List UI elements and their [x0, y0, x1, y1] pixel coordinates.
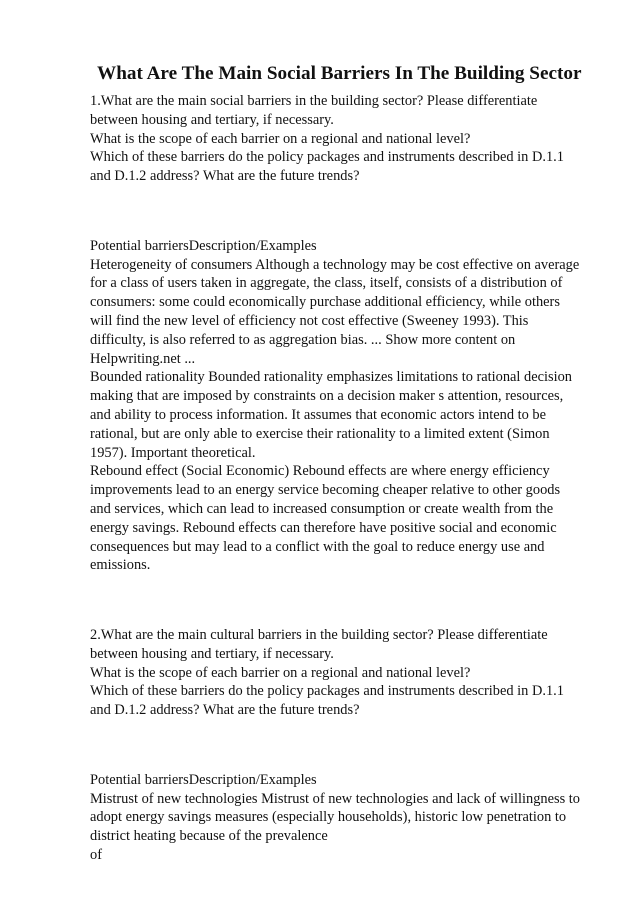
text-line: emissions. — [90, 557, 151, 574]
text-line: consequences but may lead to a conflict with the goal to reduce energy use and — [90, 538, 545, 555]
text-line: and D.1.2 address? What are the future trends? — [90, 702, 360, 719]
text-line: for a class of users taken in aggregate, the class, itself, consists of a distribution of — [90, 275, 563, 292]
text-line: energy savings. Rebound effects can therefore have positive social and economic — [90, 519, 557, 536]
text-line: of — [90, 846, 102, 863]
paragraph-gap — [90, 202, 588, 221]
text-line: and ability to process information. It assumes that economic actors intend to be — [90, 406, 546, 423]
text-line: 2.What are the main cultural barriers in the building sector? Please differentiate — [90, 626, 548, 643]
text-line: district heating because of the prevalence — [90, 828, 328, 845]
text-line: Bounded rationality Bounded rationality emphasizes limitations to rational decision — [90, 369, 572, 386]
text-line: adopt energy savings measures (especially households), historic low penetration to — [90, 809, 567, 826]
text-line: making that are imposed by constraints on a decision maker s attention, resources, — [90, 388, 564, 405]
text-line: Helpwriting.net ... — [90, 350, 196, 367]
text-line: What is the scope of each barrier on a regional and national level? — [90, 130, 471, 147]
paragraph-gap — [90, 736, 588, 755]
text-line: will find the new level of efficiency not cost effective (Sweeney 1993). This — [90, 312, 529, 329]
document-body — [90, 92, 588, 865]
paragraph-gap — [90, 591, 588, 610]
text-line: consumers: some could economically purchase additional efficiency, while others — [90, 294, 560, 311]
text-line: Heterogeneity of consumers Although a technology may be cost effective on average — [90, 256, 580, 273]
text-line: improvements lead to an energy service becoming cheaper relative to other goods — [90, 482, 561, 499]
text-line: Which of these barriers do the policy packages and instruments described in D.1.1 — [90, 149, 564, 166]
document-title: What Are The Main Social Barriers In The Building Sector — [97, 63, 582, 84]
text-line: difficulty, is also referred to as aggregation bias. ... Show more content on — [90, 331, 516, 348]
text-line: Rebound effect (Social Economic) Rebound effects are where energy efficiency — [90, 463, 550, 480]
text-line: and services, which can lead to increased consumption or create wealth from the — [90, 500, 554, 517]
text-line: What is the scope of each barrier on a regional and national level? — [90, 664, 471, 681]
text-line: Potential barriersDescription/Examples — [90, 771, 317, 788]
text-line: Potential barriersDescription/Examples — [90, 237, 317, 254]
text-line: between housing and tertiary, if necessary. — [90, 111, 334, 128]
text-line: 1957). Important theoretical. — [90, 444, 256, 461]
text-line: Which of these barriers do the policy packages and instruments described in D.1.1 — [90, 683, 564, 700]
text-line: between housing and tertiary, if necessary. — [90, 645, 334, 662]
text-line: and D.1.2 address? What are the future trends? — [90, 168, 360, 185]
text-line: 1.What are the main social barriers in the building sector? Please differentiate — [90, 93, 538, 109]
text-line: rational, but are only able to exercise their rationality to a limited extent (Simon — [90, 425, 550, 442]
text-line: Mistrust of new technologies Mistrust of new technologies and lack of willingness to — [90, 790, 581, 807]
